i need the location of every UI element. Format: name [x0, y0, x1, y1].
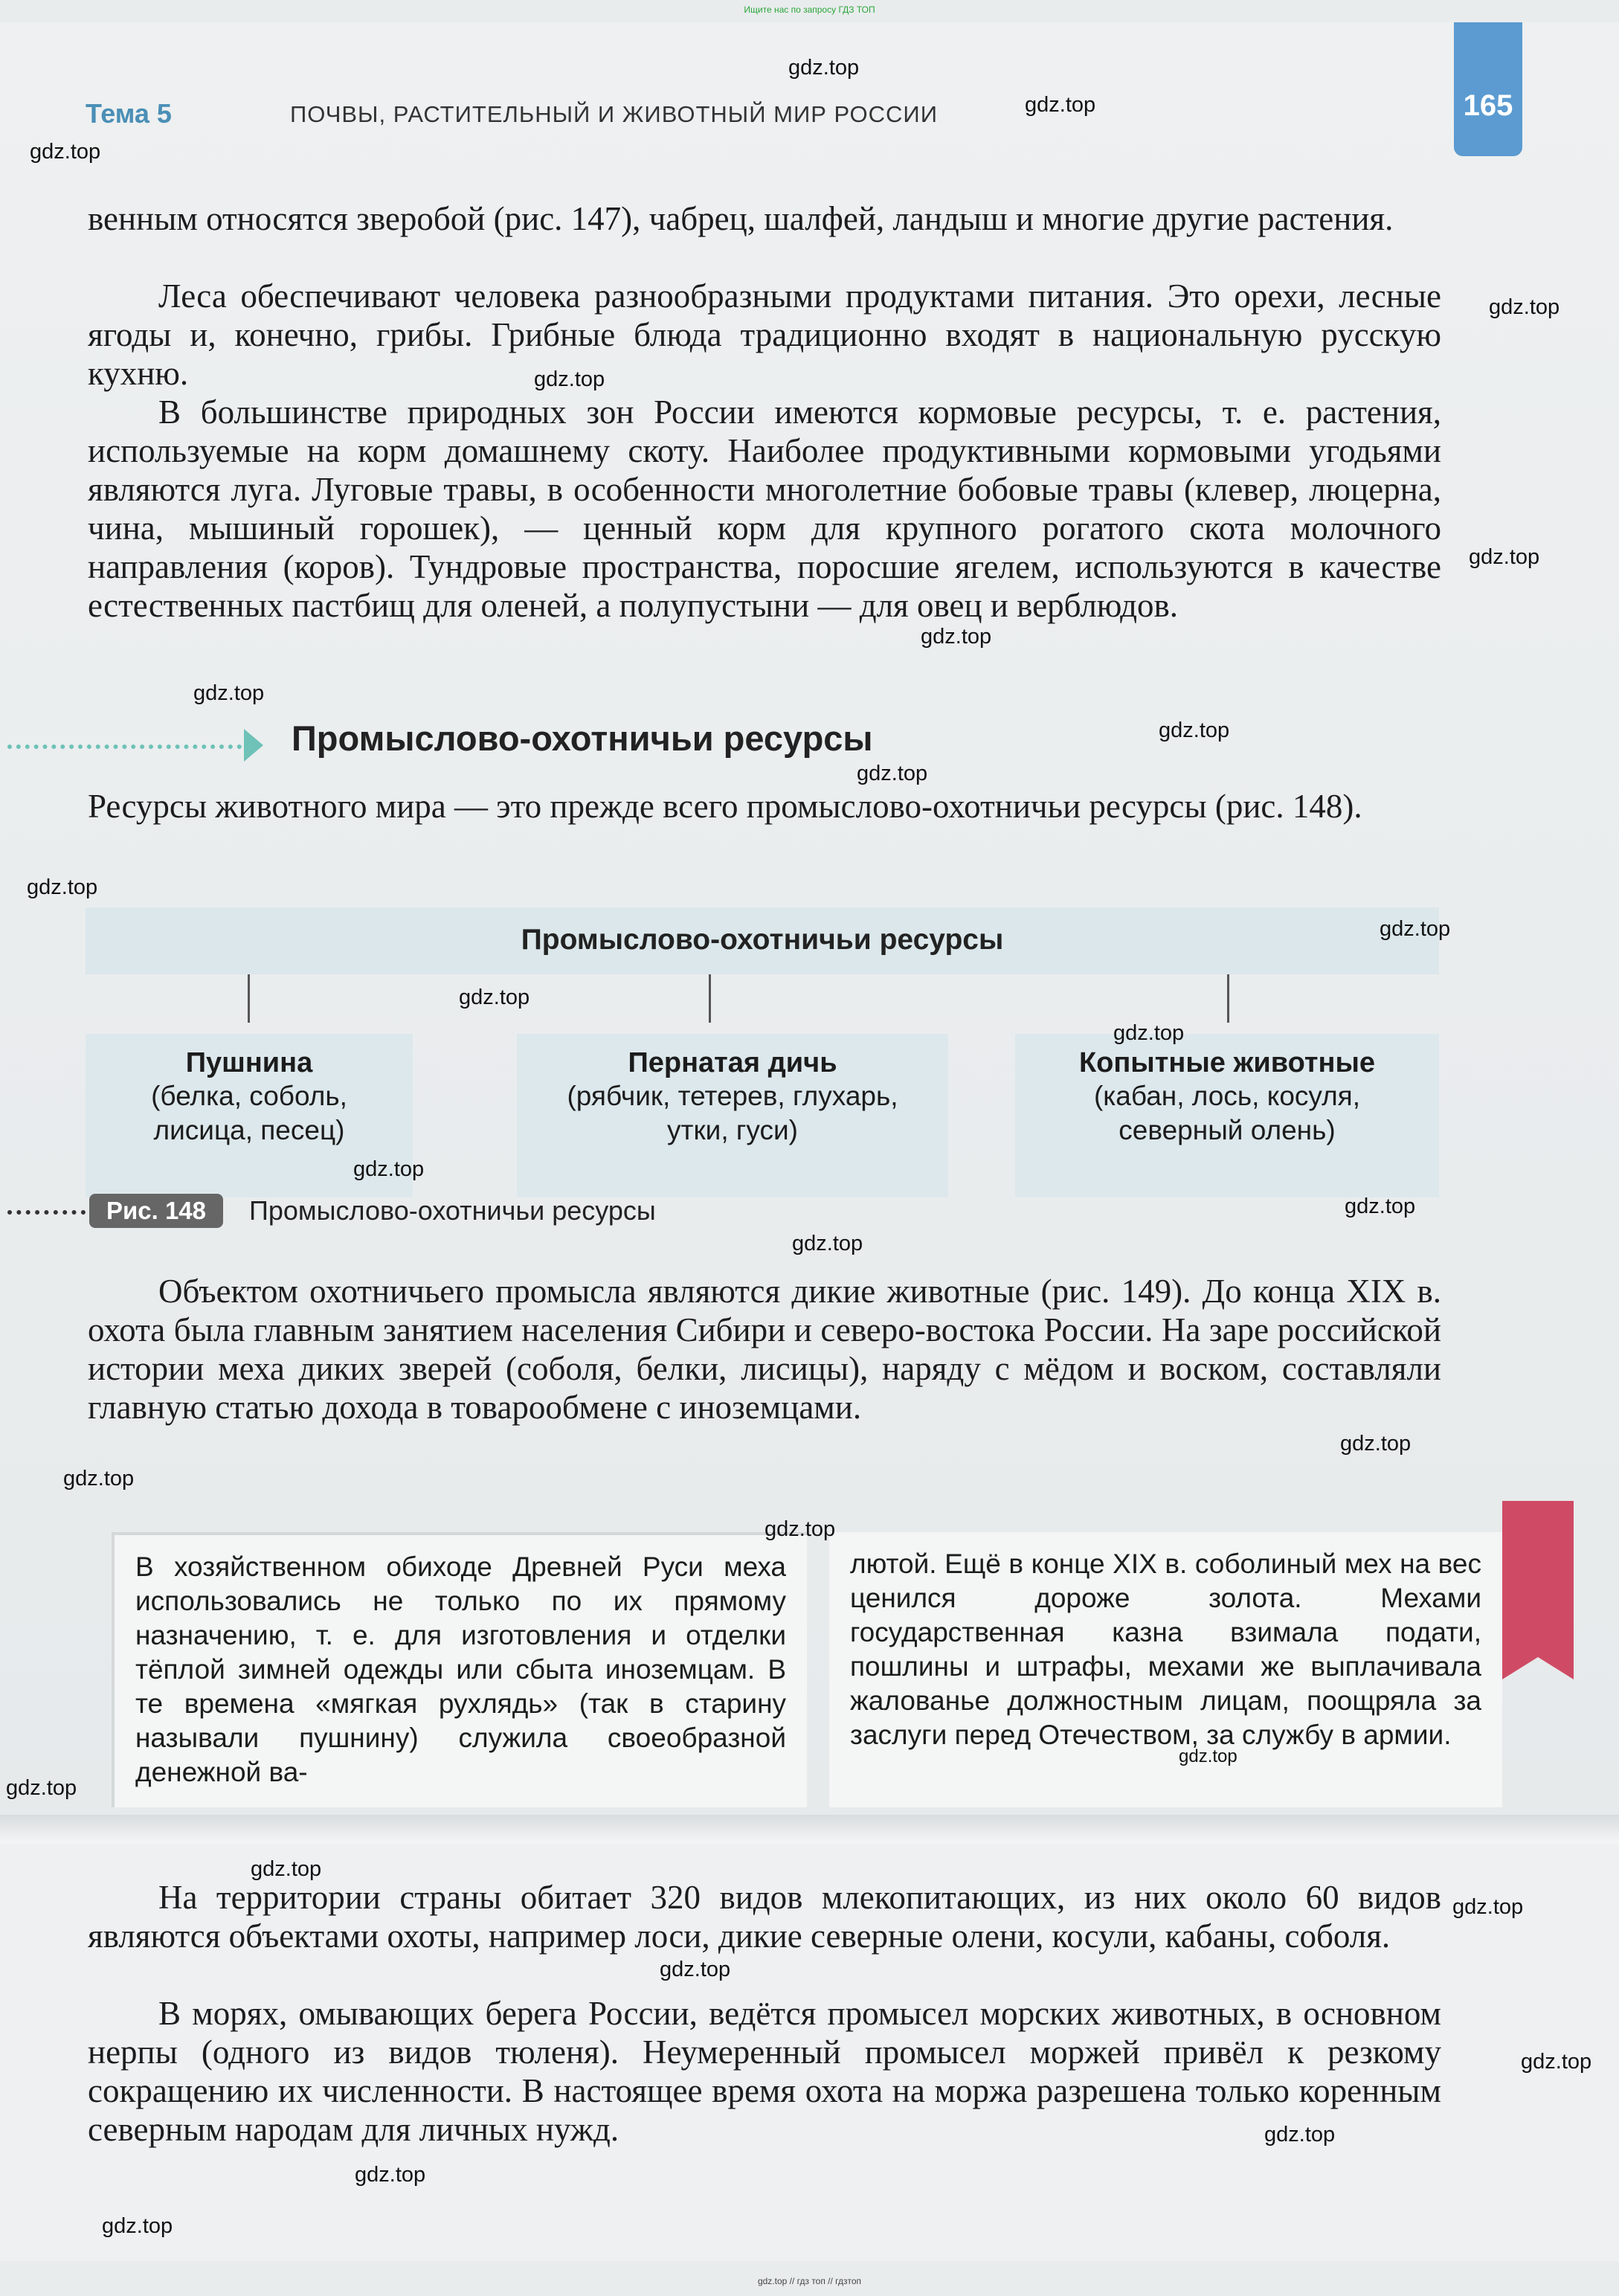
figure-label: Рис. 148 — [89, 1194, 223, 1228]
section-heading: Промыслово-охотничьи ресурсы — [292, 718, 873, 758]
watermark: gdz.top — [1489, 295, 1560, 319]
diagram-box-line: (кабан, лось, косуля, — [1093, 1081, 1360, 1111]
watermark: gdz.top — [788, 56, 860, 80]
watermark: gdz.top — [355, 2163, 426, 2187]
diagram-box-title: Пернатая дичь — [628, 1047, 837, 1078]
paragraph-3: В большинстве природных зон России имеются кормовые ресурсы, т. е. растения, используемые на корм домашнему скоту. Наиболее продуктивными кормовыми угодьями являются луга. Луговые травы, в особенности многолетние бобовые травы (клевер, люцерна, чина, мышиный горошек), — ценный корм для крупного рогатого скота молочного направления (коров). Тундровые пространства, поросшие ягелем, используются в качестве естественных пастбищ для оленей, а полупустыни — для овец и верблюдов. — [88, 393, 1441, 624]
paragraph-1: венным относятся зверобой (рис. 147), чабрец, шалфей, ландыш и многие другие растения. — [88, 200, 1394, 237]
paragraph-4: Ресурсы животного мира — это прежде всего промыслово-охотничьи ресурсы (рис. 148). — [88, 788, 1362, 825]
diagram-box-line: утки, гуси) — [667, 1115, 798, 1145]
diagram-box-game-birds — [517, 1034, 948, 1197]
watermark: gdz.top — [1340, 1432, 1412, 1456]
watermark: gdz.top — [792, 1232, 863, 1255]
watermark: gdz.top — [1345, 1194, 1416, 1218]
watermark: gdz.top — [251, 1857, 322, 1881]
footer-note: gdz.top // гдз топ // гдзтоп — [757, 2276, 862, 2286]
diagram-connector — [1227, 974, 1229, 1023]
watermark: gdz.top — [921, 625, 992, 649]
figure-dotted-line — [7, 1210, 86, 1215]
watermark: gdz.top — [1452, 1895, 1524, 1919]
watermark: gdz.top — [30, 140, 101, 164]
watermark: gdz.top — [1113, 1021, 1185, 1045]
diagram-box-line: северный олень) — [1119, 1115, 1336, 1145]
diagram-box-title: Пушнина — [185, 1047, 313, 1078]
diagram-box-line: (белка, соболь, — [151, 1081, 347, 1111]
resources-diagram — [86, 907, 1439, 1205]
watermark: gdz.top — [1380, 917, 1451, 941]
bookmark-ribbon-icon — [1502, 1501, 1574, 1657]
watermark: gdz.top — [857, 762, 928, 785]
heading-dotted-line — [7, 745, 242, 749]
diagram-box-line: лисица, песец) — [153, 1115, 345, 1145]
infobox-right: лютой. Ещё в конце XIX в. соболиный мех на вес ценился дороже золота. Мехами государственная казна взимала подати, пошлины и штрафы, мехами же выплачивала жалованье должностным лицам, поощряла за заслуги перед Отечеством, за службу в армии. — [829, 1532, 1502, 1807]
watermark: gdz.top — [193, 681, 265, 705]
bookmark-notch — [1502, 1657, 1574, 1679]
watermark: gdz.top — [63, 1467, 135, 1491]
watermark: gdz.top — [6, 1776, 77, 1800]
diagram-title: Промыслово-охотничьи ресурсы — [521, 924, 1004, 956]
watermark: gdz.top — [1179, 1746, 1237, 1766]
paragraph-7: В морях, омывающих берега России, ведётся промысел морских животных, в основном нерпы (одного из видов тюленя). Неумеренный промысел моржей привёл к резкому сокращению их численности. В настоящее время охота на моржа разрешена только коренным северным народам для личных нужд. — [88, 1995, 1441, 2148]
watermark: gdz.top — [1469, 545, 1540, 569]
paragraph-2: Леса обеспечивают человека разнообразными продуктами питания. Это орехи, лесные ягоды и, конечно, грибы. Грибные блюда традиционно входят в национальную русскую кухню. — [88, 277, 1441, 392]
watermark: gdz.top — [459, 985, 530, 1009]
paragraph-6: На территории страны обитает 320 видов млекопитающих, из них около 60 видов являются объектами охоты, например лоси, дикие северные олени, косули, кабаны, соболя. — [88, 1879, 1441, 1955]
watermark: gdz.top — [353, 1157, 425, 1181]
watermark: gdz.top — [1521, 2050, 1592, 2074]
running-title: ПОЧВЫ, РАСТИТЕЛЬНЫЙ И ЖИВОТНЫЙ МИР РОССИИ — [290, 101, 938, 127]
diagram-connector — [709, 974, 711, 1023]
paragraph-5: Объектом охотничьего промысла являются дикие животные (рис. 149). До конца XIX в. охота была главным занятием населения Сибири и северо-востока России. На заре российской истории меха диких зверей (соболя, белки, лисицы), наряду с мёдом и воском, составляли главную статью дохода в товарообмене с иноземцами. — [88, 1273, 1441, 1426]
figure-caption: Промыслово-охотничьи ресурсы — [249, 1195, 656, 1226]
diagram-box-title: Копытные животные — [1078, 1047, 1376, 1078]
diagram-connector — [248, 974, 250, 1023]
watermark: gdz.top — [534, 367, 605, 391]
watermark: gdz.top — [102, 2214, 173, 2238]
watermark: gdz.top — [1159, 718, 1230, 742]
infobox-left: В хозяйственном обиходе Древней Руси меха использовались не только по их прямому назначению, т. е. для изготовления и отделки тёплой зимней одежды или сбыта иноземцам. В те времена «мягкая рухлядь» (так в старину называли пушнину) служила своеобразной денежной ва- — [112, 1532, 807, 1807]
page-number: 165 — [1463, 89, 1513, 122]
watermark: gdz.top — [660, 1958, 731, 1981]
watermark: gdz.top — [765, 1517, 836, 1541]
diagram-box-ungulates — [1015, 1034, 1439, 1197]
top-note: Ищите нас по запросу ГДЗ ТОП — [744, 4, 875, 15]
topic-label: Тема 5 — [86, 98, 172, 129]
heading-arrow-icon — [244, 729, 263, 762]
watermark: gdz.top — [1264, 2123, 1336, 2147]
watermark: gdz.top — [27, 875, 98, 899]
diagram-box-line: (рябчик, тетерев, глухарь, — [567, 1081, 898, 1111]
watermark: gdz.top — [1025, 93, 1096, 117]
